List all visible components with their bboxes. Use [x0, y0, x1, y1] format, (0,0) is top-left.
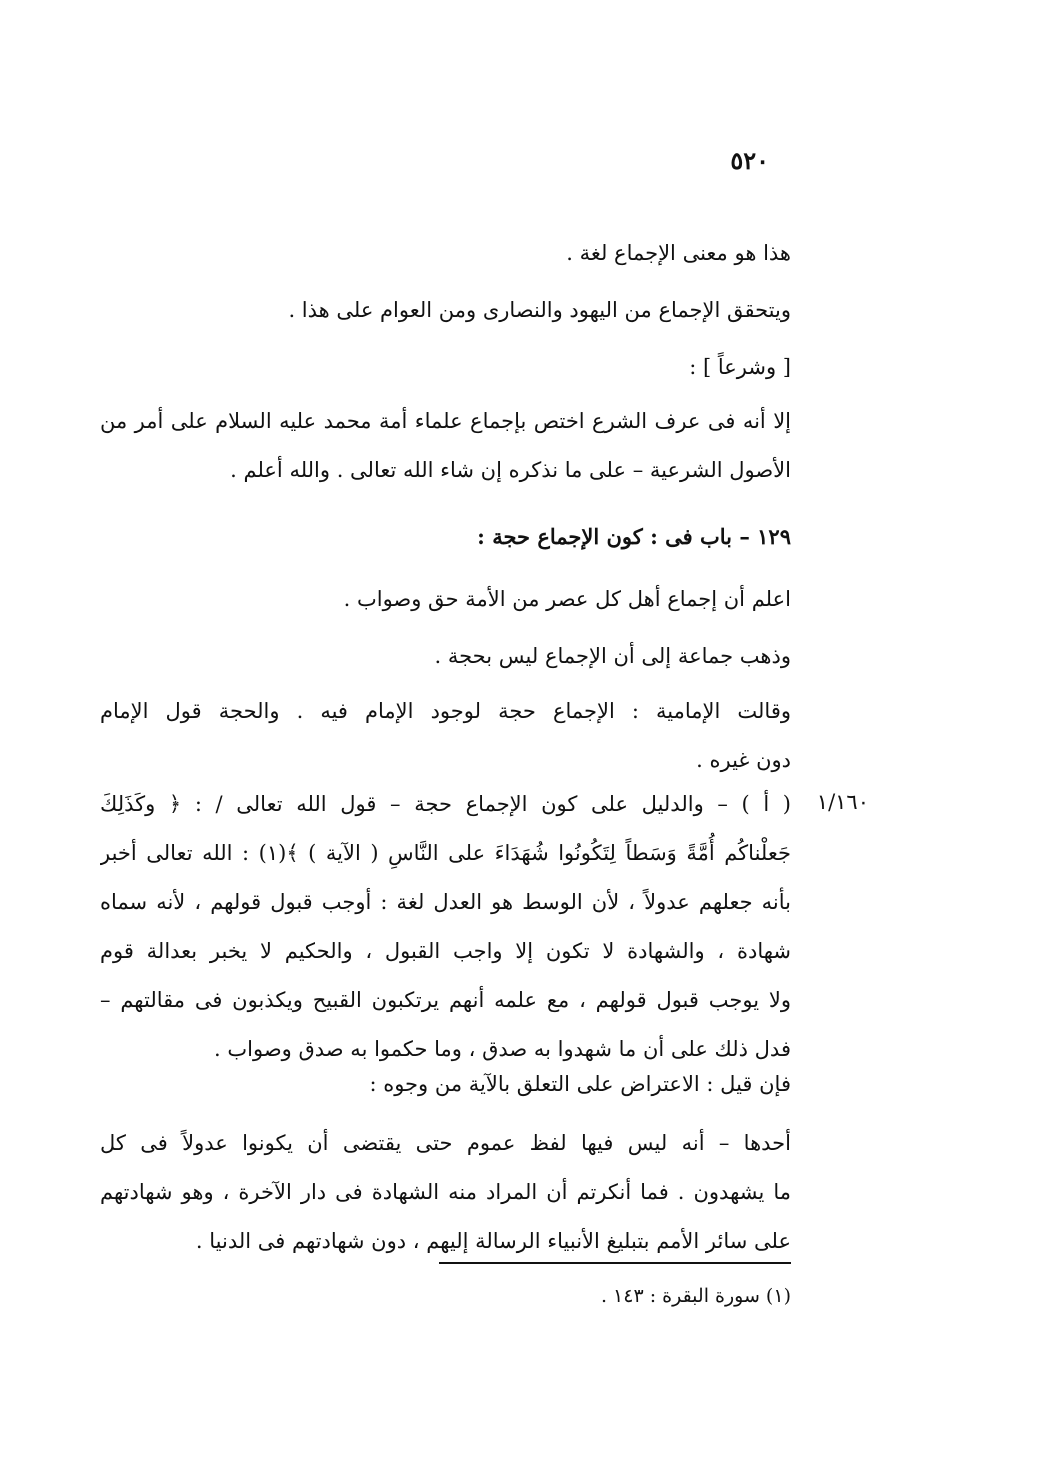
evidence-paragraph: [100, 780, 791, 1074]
paragraph-line: أحدها – أنه ليس فيها لفظ عموم حتى يقتضى أن يكونوا عدولاً فى كل: [100, 1131, 791, 1155]
margin-reference: ١/١٦٠: [816, 790, 869, 814]
footnote: (١) سورة البقرة : ١٤٣ .: [600, 1285, 791, 1307]
definition-paragraph: [100, 397, 791, 495]
chapter-heading: ١٢٩ – باب فى : كون الإجماع حجة :: [477, 524, 791, 549]
page-number: ٥٢٠: [730, 146, 769, 175]
paragraph-line: وذهب جماعة إلى أن الإجماع ليس بحجة .: [434, 644, 791, 668]
objection-intro: [100, 1060, 791, 1109]
paragraph-line: بأنه جعلهم عدولاً ، لأن الوسط هو العدل لغة : أوجب قبول قولهم ، لأنه سماه: [100, 890, 791, 914]
footnote-divider: [439, 1262, 791, 1264]
intro-paragraphs: [100, 229, 791, 392]
paragraph-line: وقالت الإمامية : الإجماع حجة لوجود الإمام فيه . والحجة قول الإمام: [100, 699, 791, 723]
paragraph-line: الأصول الشرعية – على ما نذكره إن شاء الله تعالى . والله أعلم .: [230, 458, 791, 482]
paragraph-line: دون غيره .: [696, 748, 791, 772]
chapter-section: [100, 512, 791, 681]
paragraph-line: شهادة ، والشهادة لا تكون إلا واجب القبول ، والحكيم لا يخبر بعدالة قوم: [100, 939, 791, 963]
paragraph-line: ما يشهدون . فما أنكرتم أن المراد منه الشهادة فى دار الآخرة ، وهو شهادتهم: [100, 1180, 791, 1204]
paragraph-line: هذا هو معنى الإجماع لغة .: [566, 241, 791, 265]
paragraph-line: إلا أنه فى عرف الشرع اختص بإجماع علماء أمة محمد عليه السلام على أمر من: [100, 409, 791, 433]
paragraph-line: ولا يوجب قبول قولهم ، مع علمه أنهم يرتكبون القبيح ويكذبون فى مقالتهم –: [100, 988, 791, 1012]
paragraph-line: اعلم أن إجماع أهل كل عصر من الأمة حق وصواب .: [343, 587, 791, 611]
objection-paragraph: [100, 1119, 791, 1266]
paragraph-line: فإن قيل : الاعتراض على التعلق بالآية من وجوه :: [369, 1072, 791, 1096]
paragraph-line: فدل ذلك على أن ما شهدوا به صدق ، وما حكموا به صدق وصواب .: [214, 1037, 791, 1061]
paragraph-line: [ وشرعاً ] :: [689, 355, 791, 379]
paragraph-line: ( أ ) – والدليل على كون الإجماع حجة – قول الله تعالى / : ﴿ وكَذَلِكَ: [100, 792, 791, 816]
paragraph-line: ويتحقق الإجماع من اليهود والنصارى ومن العوام على هذا .: [288, 298, 791, 322]
imamiyya-paragraph: [100, 687, 791, 785]
paragraph-line: جَعلْناكُم أُمَّةً وَسَطاً لِتَكُونُوا شُهَدَاءَ على النَّاسِ ( الآية ) ﴾(١) : الله تعالى أخبر: [100, 841, 791, 865]
paragraph-line: على سائر الأمم بتبليغ الأنبياء الرسالة إليهم ، دون شهادتهم فى الدنيا .: [195, 1229, 791, 1253]
